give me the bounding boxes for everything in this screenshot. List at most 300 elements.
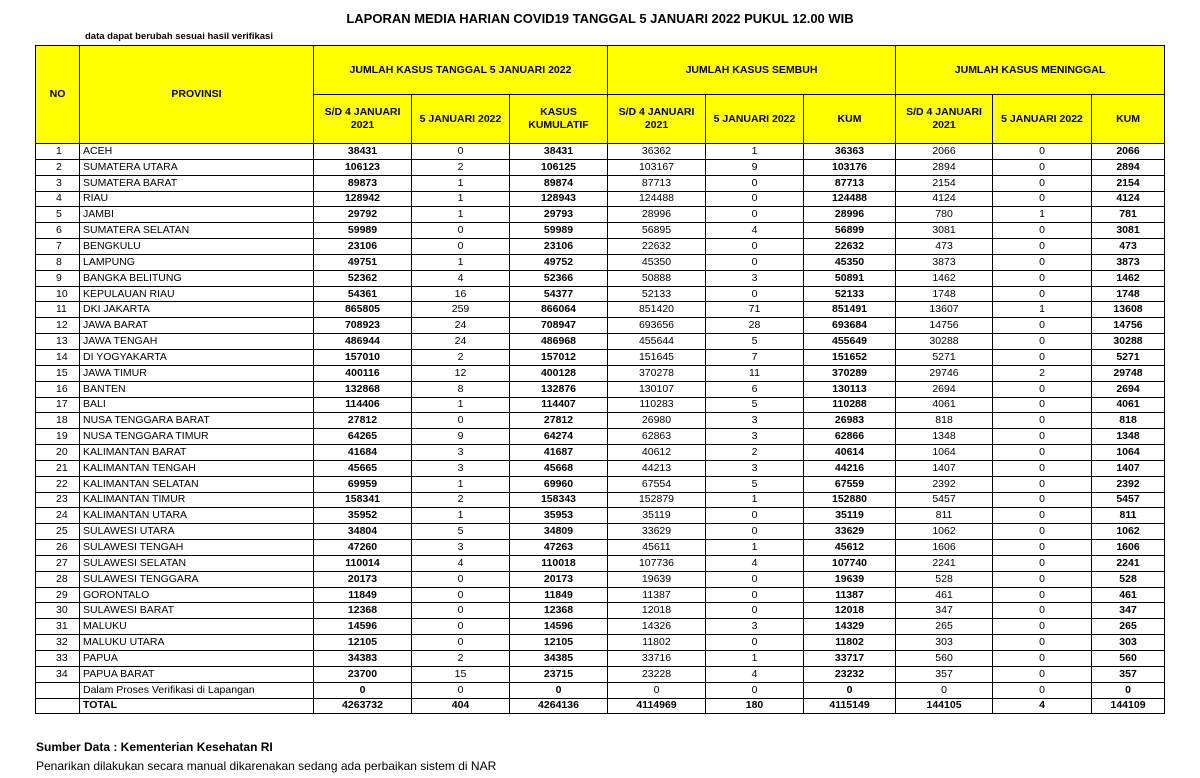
row-no: 20 [36, 445, 80, 461]
sembuh-kum-cell: 693684 [804, 318, 896, 334]
kasus-today-cell: 4 [412, 270, 510, 286]
sembuh-sd-cell: 52133 [608, 286, 706, 302]
row-no: 15 [36, 365, 80, 381]
kasus-sd-cell: 41684 [314, 445, 412, 461]
province-name: RIAU [80, 191, 314, 207]
kasus-sd-cell: 400116 [314, 365, 412, 381]
province-name: SULAWESI TENGAH [80, 540, 314, 556]
table-row [36, 223, 1165, 239]
covid-report-table [35, 45, 1165, 714]
kasus-sd-cell: 27812 [314, 413, 412, 429]
verification-note: data dapat berubah sesuai hasil verifikasi [85, 31, 273, 42]
meninggal-today-cell: 0 [993, 508, 1092, 524]
sembuh-kum-cell: 87713 [804, 175, 896, 191]
meninggal-kum-cell: 4124 [1092, 191, 1165, 207]
row-no: 29 [36, 587, 80, 603]
meninggal-sd-cell: 3081 [896, 223, 993, 239]
sembuh-sd-cell: 103167 [608, 159, 706, 175]
sembuh-today-cell: 2 [706, 445, 804, 461]
meninggal-sd-cell: 357 [896, 666, 993, 682]
meninggal-today-cell: 0 [993, 476, 1092, 492]
kasus-today-cell: 1 [412, 207, 510, 223]
row-no: 2 [36, 159, 80, 175]
province-name: SULAWESI TENGGARA [80, 571, 314, 587]
table-row [36, 429, 1165, 445]
sembuh-kum-cell: 455649 [804, 334, 896, 350]
meninggal-sd-cell: 3873 [896, 254, 993, 270]
meninggal-kum-cell: 0 [1092, 682, 1165, 698]
kasus-today-cell: 1 [412, 476, 510, 492]
table-row [36, 270, 1165, 286]
province-name: BANTEN [80, 381, 314, 397]
header-provinsi: PROVINSI [80, 46, 314, 144]
meninggal-kum-cell: 781 [1092, 207, 1165, 223]
row-no: 34 [36, 666, 80, 682]
total-sembuh-today: 180 [706, 698, 804, 714]
sembuh-today-cell: 0 [706, 603, 804, 619]
sembuh-kum-cell: 28996 [804, 207, 896, 223]
meninggal-sd-cell: 2154 [896, 175, 993, 191]
kasus-today-cell: 4 [412, 555, 510, 571]
meninggal-today-cell: 0 [993, 381, 1092, 397]
province-name: ACEH [80, 144, 314, 160]
kasus-today-cell: 12 [412, 365, 510, 381]
kasus-today-cell: 2 [412, 492, 510, 508]
meninggal-kum-cell: 3081 [1092, 223, 1165, 239]
meninggal-kum-cell: 1606 [1092, 540, 1165, 556]
table-row [36, 397, 1165, 413]
meninggal-kum-cell: 357 [1092, 666, 1165, 682]
table-row [36, 666, 1165, 682]
sembuh-sd-cell: 45350 [608, 254, 706, 270]
row-no: 11 [36, 302, 80, 318]
meninggal-today-cell: 0 [993, 666, 1092, 682]
meninggal-sd-cell: 1462 [896, 270, 993, 286]
sembuh-sd-cell: 67554 [608, 476, 706, 492]
sembuh-kum-cell: 33629 [804, 524, 896, 540]
meninggal-today-cell: 0 [993, 334, 1092, 350]
province-name: BENGKULU [80, 239, 314, 255]
kasus-kumulatif-cell: 47263 [510, 540, 608, 556]
table-row [36, 349, 1165, 365]
province-name: MALUKU UTARA [80, 635, 314, 651]
sembuh-kum-cell: 45612 [804, 540, 896, 556]
sembuh-today-cell: 0 [706, 286, 804, 302]
meninggal-today-cell: 0 [993, 349, 1092, 365]
province-name: JAMBI [80, 207, 314, 223]
total-sembuh-sd: 4114969 [608, 698, 706, 714]
province-name: Dalam Proses Verifikasi di Lapangan [80, 682, 314, 698]
table-row [36, 587, 1165, 603]
sembuh-sd-cell: 44213 [608, 460, 706, 476]
meninggal-sd-cell: 1064 [896, 445, 993, 461]
kasus-today-cell: 2 [412, 349, 510, 365]
table-row [36, 571, 1165, 587]
province-name: SULAWESI BARAT [80, 603, 314, 619]
kasus-sd-cell: 23700 [314, 666, 412, 682]
sembuh-sd-cell: 124488 [608, 191, 706, 207]
sembuh-kum-cell: 62866 [804, 429, 896, 445]
sembuh-kum-cell: 0 [804, 682, 896, 698]
total-kasus-kumulatif: 4264136 [510, 698, 608, 714]
table-row [36, 144, 1165, 160]
kasus-kumulatif-cell: 400128 [510, 365, 608, 381]
sembuh-kum-cell: 35119 [804, 508, 896, 524]
row-no: 18 [36, 413, 80, 429]
kasus-today-cell: 1 [412, 191, 510, 207]
kasus-today-cell: 16 [412, 286, 510, 302]
row-no: 30 [36, 603, 80, 619]
sembuh-today-cell: 1 [706, 540, 804, 556]
province-name: DKI JAKARTA [80, 302, 314, 318]
sembuh-kum-cell: 12018 [804, 603, 896, 619]
province-name: KALIMANTAN BARAT [80, 445, 314, 461]
kasus-sd-cell: 708923 [314, 318, 412, 334]
sembuh-today-cell: 4 [706, 666, 804, 682]
table-row [36, 365, 1165, 381]
kasus-today-cell: 2 [412, 651, 510, 667]
kasus-kumulatif-cell: 29793 [510, 207, 608, 223]
meninggal-sd-cell: 2066 [896, 144, 993, 160]
table-row [36, 207, 1165, 223]
sembuh-sd-cell: 152879 [608, 492, 706, 508]
header-group-sembuh: JUMLAH KASUS SEMBUH [608, 46, 896, 95]
sembuh-sd-cell: 19639 [608, 571, 706, 587]
table-row [36, 175, 1165, 191]
sembuh-sd-cell: 0 [608, 682, 706, 698]
kasus-today-cell: 24 [412, 334, 510, 350]
kasus-sd-cell: 11849 [314, 587, 412, 603]
row-no: 4 [36, 191, 80, 207]
province-name: BALI [80, 397, 314, 413]
meninggal-kum-cell: 30288 [1092, 334, 1165, 350]
row-no: 23 [36, 492, 80, 508]
table-body [36, 144, 1165, 699]
meninggal-today-cell: 0 [993, 254, 1092, 270]
sembuh-sd-cell: 455644 [608, 334, 706, 350]
row-no: 21 [36, 460, 80, 476]
header-meninggal-sd: S/D 4 JANUARI 2021 [896, 95, 993, 144]
sembuh-sd-cell: 370278 [608, 365, 706, 381]
kasus-kumulatif-cell: 34385 [510, 651, 608, 667]
table-row [36, 460, 1165, 476]
meninggal-kum-cell: 347 [1092, 603, 1165, 619]
kasus-kumulatif-cell: 41687 [510, 445, 608, 461]
sembuh-today-cell: 1 [706, 651, 804, 667]
meninggal-sd-cell: 473 [896, 239, 993, 255]
kasus-today-cell: 1 [412, 254, 510, 270]
row-no: 3 [36, 175, 80, 191]
sembuh-today-cell: 7 [706, 349, 804, 365]
sembuh-sd-cell: 62863 [608, 429, 706, 445]
meninggal-today-cell: 0 [993, 429, 1092, 445]
sembuh-kum-cell: 19639 [804, 571, 896, 587]
province-name: JAWA TIMUR [80, 365, 314, 381]
header-meninggal-kum: KUM [1092, 95, 1165, 144]
sembuh-kum-cell: 45350 [804, 254, 896, 270]
meninggal-today-cell: 0 [993, 619, 1092, 635]
meninggal-kum-cell: 1462 [1092, 270, 1165, 286]
kasus-kumulatif-cell: 128943 [510, 191, 608, 207]
sembuh-today-cell: 0 [706, 587, 804, 603]
sembuh-sd-cell: 11387 [608, 587, 706, 603]
sembuh-today-cell: 4 [706, 223, 804, 239]
kasus-kumulatif-cell: 49752 [510, 254, 608, 270]
meninggal-sd-cell: 780 [896, 207, 993, 223]
sembuh-sd-cell: 28996 [608, 207, 706, 223]
row-no: 32 [36, 635, 80, 651]
row-no: 10 [36, 286, 80, 302]
row-no: 28 [36, 571, 80, 587]
meninggal-kum-cell: 29748 [1092, 365, 1165, 381]
meninggal-today-cell: 0 [993, 318, 1092, 334]
meninggal-kum-cell: 13608 [1092, 302, 1165, 318]
meninggal-today-cell: 0 [993, 445, 1092, 461]
kasus-sd-cell: 35952 [314, 508, 412, 524]
meninggal-kum-cell: 1064 [1092, 445, 1165, 461]
sembuh-sd-cell: 693656 [608, 318, 706, 334]
meninggal-kum-cell: 1348 [1092, 429, 1165, 445]
sembuh-sd-cell: 45611 [608, 540, 706, 556]
row-no [36, 682, 80, 698]
sembuh-kum-cell: 22632 [804, 239, 896, 255]
meninggal-kum-cell: 2894 [1092, 159, 1165, 175]
row-no: 9 [36, 270, 80, 286]
kasus-kumulatif-cell: 11849 [510, 587, 608, 603]
meninggal-kum-cell: 560 [1092, 651, 1165, 667]
table-row [36, 191, 1165, 207]
kasus-kumulatif-cell: 158343 [510, 492, 608, 508]
total-meninggal-kum: 144109 [1092, 698, 1165, 714]
sembuh-sd-cell: 11802 [608, 635, 706, 651]
row-no: 12 [36, 318, 80, 334]
meninggal-today-cell: 0 [993, 144, 1092, 160]
meninggal-today-cell: 0 [993, 191, 1092, 207]
kasus-kumulatif-cell: 89874 [510, 175, 608, 191]
sembuh-sd-cell: 33629 [608, 524, 706, 540]
total-row [36, 698, 1165, 714]
withdrawal-note: Penarikan dilakukan secara manual dikarenakan sedang ada perbaikan sistem di NAR [36, 759, 497, 773]
sembuh-sd-cell: 110283 [608, 397, 706, 413]
kasus-kumulatif-cell: 64274 [510, 429, 608, 445]
kasus-kumulatif-cell: 23715 [510, 666, 608, 682]
kasus-sd-cell: 132868 [314, 381, 412, 397]
kasus-kumulatif-cell: 23106 [510, 239, 608, 255]
meninggal-kum-cell: 1748 [1092, 286, 1165, 302]
meninggal-today-cell: 0 [993, 571, 1092, 587]
kasus-kumulatif-cell: 35953 [510, 508, 608, 524]
kasus-today-cell: 9 [412, 429, 510, 445]
kasus-kumulatif-cell: 110018 [510, 555, 608, 571]
meninggal-kum-cell: 3873 [1092, 254, 1165, 270]
kasus-sd-cell: 158341 [314, 492, 412, 508]
sembuh-sd-cell: 26980 [608, 413, 706, 429]
province-name: SULAWESI SELATAN [80, 555, 314, 571]
row-no: 7 [36, 239, 80, 255]
sembuh-today-cell: 3 [706, 413, 804, 429]
sembuh-sd-cell: 56895 [608, 223, 706, 239]
kasus-sd-cell: 106123 [314, 159, 412, 175]
meninggal-sd-cell: 2392 [896, 476, 993, 492]
row-no: 33 [36, 651, 80, 667]
sembuh-sd-cell: 130107 [608, 381, 706, 397]
total-sembuh-kum: 4115149 [804, 698, 896, 714]
province-name: PAPUA BARAT [80, 666, 314, 682]
kasus-kumulatif-cell: 52366 [510, 270, 608, 286]
meninggal-sd-cell: 303 [896, 635, 993, 651]
meninggal-sd-cell: 0 [896, 682, 993, 698]
row-no: 14 [36, 349, 80, 365]
meninggal-sd-cell: 1348 [896, 429, 993, 445]
province-name: SULAWESI UTARA [80, 524, 314, 540]
sembuh-today-cell: 6 [706, 381, 804, 397]
header-sembuh-sd: S/D 4 JANUARI 2021 [608, 95, 706, 144]
table-row [36, 476, 1165, 492]
kasus-kumulatif-cell: 69960 [510, 476, 608, 492]
sembuh-today-cell: 0 [706, 191, 804, 207]
sembuh-sd-cell: 35119 [608, 508, 706, 524]
meninggal-today-cell: 0 [993, 651, 1092, 667]
meninggal-today-cell: 0 [993, 175, 1092, 191]
kasus-kumulatif-cell: 12368 [510, 603, 608, 619]
meninggal-kum-cell: 14756 [1092, 318, 1165, 334]
meninggal-today-cell: 0 [993, 492, 1092, 508]
sembuh-today-cell: 3 [706, 429, 804, 445]
kasus-sd-cell: 34804 [314, 524, 412, 540]
row-no: 6 [36, 223, 80, 239]
kasus-today-cell: 24 [412, 318, 510, 334]
meninggal-today-cell: 2 [993, 365, 1092, 381]
total-no-cell [36, 698, 80, 714]
meninggal-kum-cell: 265 [1092, 619, 1165, 635]
table-row [36, 619, 1165, 635]
kasus-sd-cell: 110014 [314, 555, 412, 571]
kasus-today-cell: 5 [412, 524, 510, 540]
kasus-kumulatif-cell: 14596 [510, 619, 608, 635]
meninggal-sd-cell: 14756 [896, 318, 993, 334]
province-name: NUSA TENGGARA TIMUR [80, 429, 314, 445]
sembuh-sd-cell: 87713 [608, 175, 706, 191]
meninggal-kum-cell: 4061 [1092, 397, 1165, 413]
row-no: 22 [36, 476, 80, 492]
kasus-today-cell: 0 [412, 144, 510, 160]
kasus-kumulatif-cell: 34809 [510, 524, 608, 540]
meninggal-kum-cell: 2154 [1092, 175, 1165, 191]
sembuh-kum-cell: 23232 [804, 666, 896, 682]
row-no: 27 [36, 555, 80, 571]
meninggal-today-cell: 0 [993, 223, 1092, 239]
kasus-kumulatif-cell: 12105 [510, 635, 608, 651]
meninggal-today-cell: 0 [993, 524, 1092, 540]
sembuh-sd-cell: 12018 [608, 603, 706, 619]
province-name: KALIMANTAN TENGAH [80, 460, 314, 476]
sembuh-kum-cell: 33717 [804, 651, 896, 667]
province-name: DI YOGYAKARTA [80, 349, 314, 365]
sembuh-kum-cell: 56899 [804, 223, 896, 239]
meninggal-sd-cell: 2241 [896, 555, 993, 571]
kasus-sd-cell: 114406 [314, 397, 412, 413]
total-kasus-today: 404 [412, 698, 510, 714]
kasus-sd-cell: 59989 [314, 223, 412, 239]
table-row [36, 524, 1165, 540]
meninggal-sd-cell: 1407 [896, 460, 993, 476]
meninggal-kum-cell: 2241 [1092, 555, 1165, 571]
table-row [36, 159, 1165, 175]
province-name: JAWA BARAT [80, 318, 314, 334]
province-name: BANGKA BELITUNG [80, 270, 314, 286]
header-sembuh-kum: KUM [804, 95, 896, 144]
source-note: Sumber Data : Kementerian Kesehatan RI [36, 740, 273, 754]
row-no: 31 [36, 619, 80, 635]
province-name: KEPULAUAN RIAU [80, 286, 314, 302]
meninggal-today-cell: 0 [993, 587, 1092, 603]
meninggal-sd-cell: 4124 [896, 191, 993, 207]
sembuh-kum-cell: 103176 [804, 159, 896, 175]
kasus-kumulatif-cell: 114407 [510, 397, 608, 413]
meninggal-kum-cell: 1407 [1092, 460, 1165, 476]
sembuh-today-cell: 3 [706, 460, 804, 476]
sembuh-today-cell: 0 [706, 175, 804, 191]
meninggal-sd-cell: 1606 [896, 540, 993, 556]
row-no: 5 [36, 207, 80, 223]
kasus-sd-cell: 47260 [314, 540, 412, 556]
sembuh-today-cell: 28 [706, 318, 804, 334]
table-row [36, 413, 1165, 429]
meninggal-today-cell: 1 [993, 302, 1092, 318]
kasus-sd-cell: 23106 [314, 239, 412, 255]
row-no: 19 [36, 429, 80, 445]
kasus-sd-cell: 69959 [314, 476, 412, 492]
sembuh-sd-cell: 851420 [608, 302, 706, 318]
sembuh-today-cell: 5 [706, 476, 804, 492]
sembuh-sd-cell: 23228 [608, 666, 706, 682]
table-row [36, 651, 1165, 667]
kasus-today-cell: 0 [412, 223, 510, 239]
sembuh-sd-cell: 36362 [608, 144, 706, 160]
kasus-today-cell: 3 [412, 460, 510, 476]
kasus-kumulatif-cell: 20173 [510, 571, 608, 587]
sembuh-kum-cell: 151652 [804, 349, 896, 365]
table-row [36, 286, 1165, 302]
meninggal-sd-cell: 811 [896, 508, 993, 524]
kasus-kumulatif-cell: 54377 [510, 286, 608, 302]
sembuh-today-cell: 4 [706, 555, 804, 571]
kasus-today-cell: 3 [412, 540, 510, 556]
province-name: JAWA TENGAH [80, 334, 314, 350]
kasus-today-cell: 1 [412, 508, 510, 524]
meninggal-kum-cell: 2694 [1092, 381, 1165, 397]
total-meninggal-sd: 144105 [896, 698, 993, 714]
meninggal-today-cell: 0 [993, 540, 1092, 556]
sembuh-kum-cell: 851491 [804, 302, 896, 318]
meninggal-sd-cell: 4061 [896, 397, 993, 413]
total-label: TOTAL [80, 698, 314, 714]
sembuh-sd-cell: 22632 [608, 239, 706, 255]
table-row [36, 682, 1165, 698]
sembuh-today-cell: 0 [706, 635, 804, 651]
province-name: SUMATERA SELATAN [80, 223, 314, 239]
sembuh-today-cell: 9 [706, 159, 804, 175]
sembuh-kum-cell: 52133 [804, 286, 896, 302]
sembuh-today-cell: 0 [706, 239, 804, 255]
sembuh-sd-cell: 40612 [608, 445, 706, 461]
kasus-today-cell: 0 [412, 413, 510, 429]
sembuh-kum-cell: 14329 [804, 619, 896, 635]
kasus-kumulatif-cell: 866064 [510, 302, 608, 318]
province-name: KALIMANTAN UTARA [80, 508, 314, 524]
sembuh-kum-cell: 40614 [804, 445, 896, 461]
sembuh-kum-cell: 130113 [804, 381, 896, 397]
